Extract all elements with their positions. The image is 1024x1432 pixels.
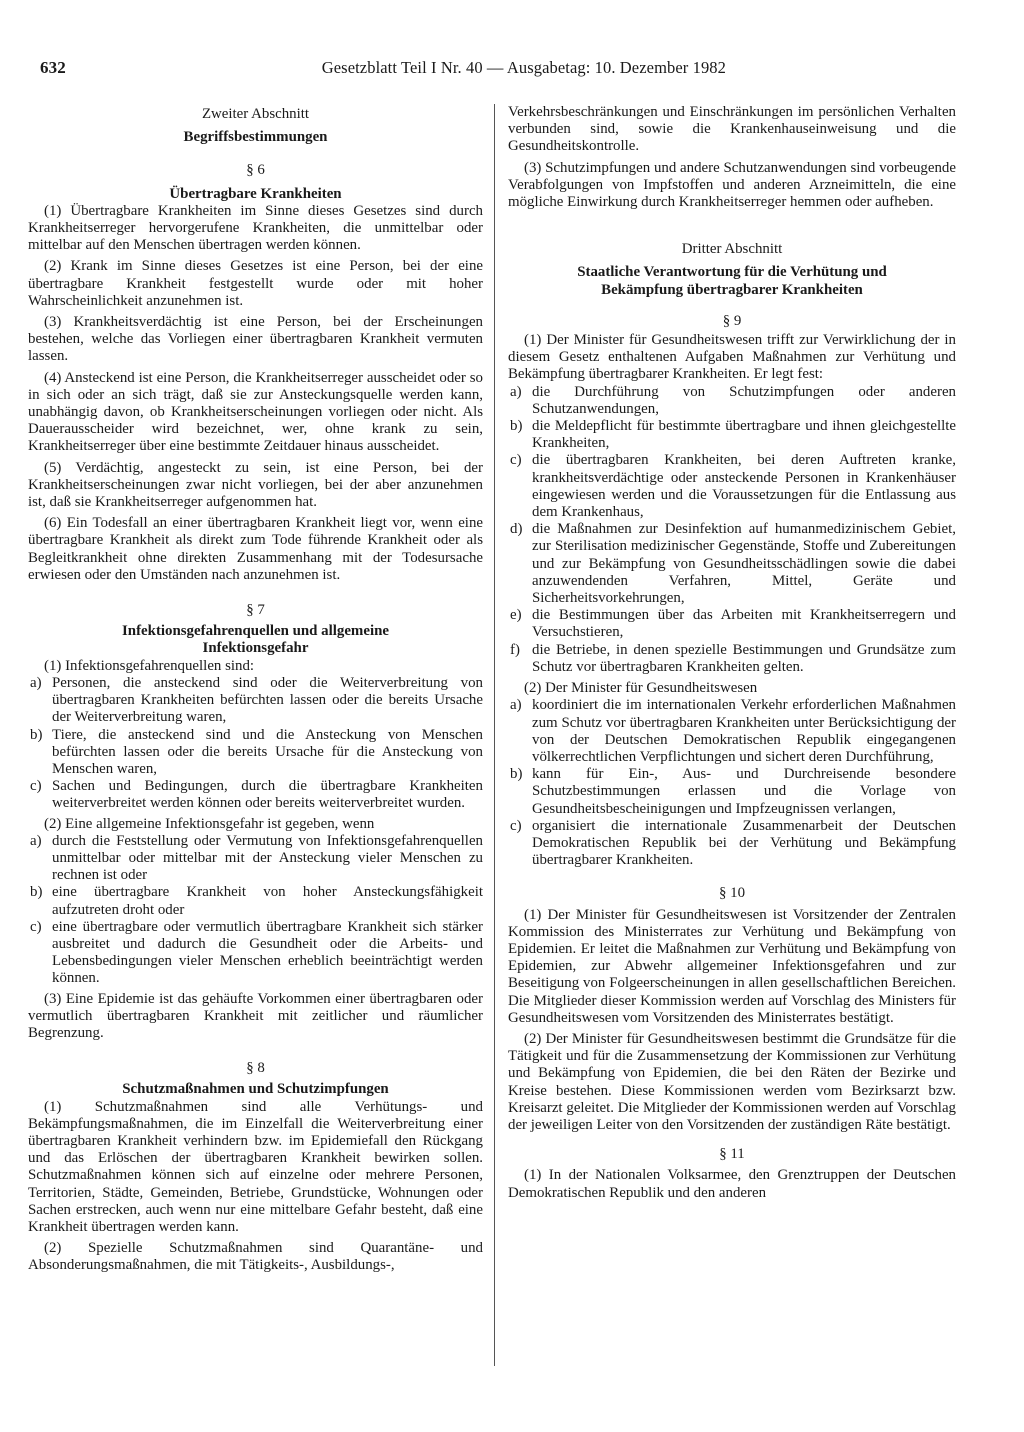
- left-column: [28, 104, 483, 1275]
- list-text: die übertragbaren Krankheiten, bei deren Auftreten kranke, krankheitsverdächtige oder ansteckende Personen in Krankenhäuser eingewiesen werden und die Voraussetzungen für die Entlassung aus dem Krankenhaus,: [532, 452, 956, 521]
- list-label: c): [510, 452, 522, 469]
- p9-subsection-1-intro: (1) Der Minister für Gesundheitswesen trifft zur Verwirklichung der in diesem Gesetz enthaltenen Aufgaben Maßnahmen zur Verhütung und Bekämpfung übertragbarer Krankheiten. Er legt fest:: [508, 332, 956, 383]
- list-label: c): [30, 778, 42, 795]
- list-item: [508, 384, 956, 418]
- section-title: Zweiter Abschnitt: [201, 106, 310, 122]
- p6-subsection-6: (6) Ein Todesfall an einer übertragbaren Krankheit liegt vor, wenn eine übertragbare Krankheit als direkt zum Tode führende Krankheit oder als Begleitkrankheit ohne direkten Zusammenhang mit der Todesursache erwiesen oder den Umständen nach anzunehmen ist.: [28, 515, 483, 583]
- p7-subsection-2-intro: (2) Eine allgemeine Infektionsgefahr ist gegeben, wenn: [44, 815, 375, 832]
- p6-subsection-3: (3) Krankheitsverdächtig ist eine Person, bei der Erscheinungen bestehen, welche das Vorliegen einer übertragbaren Krankheit vermuten lassen.: [28, 314, 483, 365]
- list-text: eine übertragbare Krankheit von hoher Ansteckungsfähigkeit aufzutreten droht oder: [52, 884, 483, 918]
- list-label: c): [510, 817, 522, 834]
- list-item: [28, 675, 483, 727]
- list-text: durch die Feststellung oder Vermutung von Infektionsgefahrenquellen unmittelbar oder mittelbar mit der Ansteckung vieler Menschen zu rechnen ist oder: [52, 832, 483, 884]
- page-header: [40, 58, 726, 82]
- list-item: [508, 607, 956, 641]
- list-text: kann für Ein-, Aus- und Durchreisende besondere Schutzbestimmungen erlassen und die Vorlage von Gesundheitsbescheinigungen und Impfzeugnissen verlangen,: [532, 766, 956, 817]
- p6-subsection-1: (1) Übertragbare Krankheiten im Sinne dieses Gesetzes sind durch Krankheitserreger hervorgerufene Krankheiten, die unmittelbar oder mittelbar auf den Menschen übertragen werden können.: [28, 202, 483, 254]
- list-item: [508, 818, 956, 870]
- list-item: [28, 884, 483, 918]
- section-title: Dritter Abschnitt: [681, 241, 783, 258]
- list-label: a): [510, 383, 522, 400]
- list-text: die Durchführung von Schutzimpfungen oder anderen Schutzanwendungen,: [532, 383, 956, 417]
- p7-subsection-1-intro: (1) Infektionsgefahrenquellen sind:: [44, 657, 255, 674]
- list-text: koordiniert die im internationalen Verkehr erforderlichen Maßnahmen zum Schutz vor übertragbaren Krankheiten unter Berücksichtigung der von der Deutschen Demokratischen Republik eingegangenen völkerrechtlichen Verpflichtungen und sichert deren Durchführung,: [532, 697, 956, 765]
- list-item: [508, 452, 956, 521]
- p6-subsection-5: (5) Verdächtig, angesteckt zu sein, ist eine Person, bei der Krankheitserscheinungen zwar nicht vorliegen, bei der aber anzunehmen ist, daß sie Krankheitserreger aufgenommen hat.: [28, 459, 483, 511]
- list-item: [28, 833, 483, 885]
- p10-subsection-2: (2) Der Minister für Gesundheitswesen bestimmt die Grundsätze für die Tätigkeit und für die Zusammensetzung der Kommissionen zur Verhütung und Bekämpfung von Epidemien, die bei den Räten der Bezirke und Kreise bestehen. Diese Kommissionen werden vom Bezirksarzt bzw. Kreisarzt geleitet. Die Mitglieder der Kommissionen werden auf Vorschlag der jeweiligen Leiter von den Vorsitzenden der zuständigen Räte bestätigt.: [508, 1030, 956, 1133]
- paragraph-title-6: Übertragbare Krankheiten: [169, 185, 342, 202]
- paragraph-number-6: § 6: [246, 162, 265, 179]
- right-column: [508, 104, 956, 1202]
- p8-subsection-1: (1) Schutzmaßnahmen sind alle Verhütungs- und Bekämpfungsmaßnahmen, die im Einzelfall die Weiterverbreitung einer übertragbaren Krankheit verhindern bzw. im Epidemiefall den Rückgang und das Erlöschen der übertragbaren Krankheit bewirken sollen. Schutzmaßnahmen können sich auf einzelne oder mehrere Personen, Territorien, Städte, Gemeinden, Betriebe, Grundstücke, Wohnungen oder Sachen erstrecken, auch wenn nur eine mittelbare Gefahr besteht, daß eine Krankheit übertragen werden kann.: [28, 1098, 483, 1235]
- list-item: [508, 766, 956, 818]
- list-text: die Maßnahmen zur Desinfektion auf humanmedizinischem Gebiet, zur Sterilisation medizinischer Gegenstände, Stoffe und Zubereitungen und zur Bekämpfung von Gesundheitsschädlingen sowie die dabei anzuwendenden Verfahren, Mittel, Geräte und Sicherheitsvorkehrungen,: [532, 521, 956, 607]
- running-head: Gesetzblatt Teil I Nr. 40 — Ausgabetag: 10. Dezember 1982: [321, 58, 726, 77]
- list-item: [508, 642, 956, 676]
- paragraph-title-8: Schutzmaßnahmen und Schutzimpfungen: [122, 1081, 389, 1098]
- section-subtitle: Staatliche Verantwortung für die Verhütung und Bekämpfung übertragbarer Krankheiten: [577, 264, 887, 298]
- list-item: [28, 727, 483, 779]
- list-label: b): [30, 884, 43, 901]
- paragraph-number-11: § 11: [719, 1146, 745, 1163]
- column-divider: [494, 104, 495, 1366]
- paragraph-number-9: § 9: [722, 312, 742, 329]
- list-text: die Bestimmungen über das Arbeiten mit Krankheitserregern und Versuchstieren,: [532, 607, 956, 641]
- p7-subsection-3: (3) Eine Epidemie ist das gehäufte Vorkommen einer übertragbaren oder vermutlich übertragbaren Krankheit mit zeitlicher und räumlicher Begrenzung.: [28, 990, 483, 1041]
- list-label: a): [30, 674, 42, 691]
- page-number: 632: [40, 58, 66, 77]
- p8-subsection-3: (3) Schutzimpfungen und andere Schutzanwendungen sind vorbeugende Verabfolgungen von Impfstoffen und anderen Arzneimitteln, die eine mögliche Einwirkung durch Krankheitserreger hemmen oder aufheben.: [508, 159, 956, 211]
- list-text: die Meldepflicht für bestimmte übertragbare und ihnen gleichgestellte Krankheiten,: [532, 418, 956, 452]
- section-subtitle: Begriffsbestimmungen: [183, 129, 328, 146]
- list-label: a): [30, 832, 42, 849]
- list-item: [28, 778, 483, 812]
- list-label: b): [510, 766, 523, 783]
- list-label: c): [30, 918, 42, 935]
- list-label: a): [510, 697, 522, 714]
- paragraph-number-10: § 10: [718, 885, 746, 902]
- p8-subsection-2-start: (2) Spezielle Schutzmaßnahmen sind Quarantäne- und Absonderungsmaßnahmen, die mit Tätigkeits-, Ausbildungs-,: [28, 1240, 483, 1274]
- p6-subsection-4: (4) Ansteckend ist eine Person, die Krankheitserreger ausscheidet oder so in sich oder an sich trägt, daß sie zur Ansteckungsquelle werden kann, unabhängig davon, ob Krankheitserscheinungen vorliegen oder nicht. Als Dauerausscheider wird bezeichnet, wer, ohne krank zu sein, Krankheitserreger über eine bestimmte Zeitdauer hinaus ausscheidet.: [28, 369, 483, 455]
- p10-subsection-1: (1) Der Minister für Gesundheitswesen ist Vorsitzender der Zentralen Kommission des Ministerrates zur Verhütung und Bekämpfung von Epidemien. Er leitet die Maßnahmen zur Verhütung und Bekämpfung von Epidemien, zur Abwehr allgemeiner Infektionsgefahren und zur Beseitigung von Folgeerscheinungen in allen gesellschaftlichen Bereichen. Die Mitglieder dieser Kommission werden auf Vorschlag des Ministers für Gesundheitswesen vom Vorsitzenden des Ministerrates bestätigt.: [508, 906, 956, 1026]
- list-label: b): [30, 726, 43, 743]
- p6-subsection-2: (2) Krank im Sinne dieses Gesetzes ist eine Person, bei der eine übertragbare Krankheit festgestellt wurde oder mit hoher Wahrscheinlichkeit anzunehmen ist.: [28, 258, 483, 309]
- paragraph-title-7: Infektionsgefahrenquellen und allgemeine Infektionsgefahr: [122, 623, 389, 657]
- list-label: b): [510, 418, 523, 435]
- p8-subsection-2-continued: Verkehrsbeschränkungen und Einschränkungen im persönlichen Verhalten verbunden sind, sowie die Krankenhauseinweisung und die Gesundheitskontrolle.: [508, 104, 956, 155]
- paragraph-number-7: § 7: [246, 602, 265, 619]
- list-item: [28, 919, 483, 988]
- paragraph-number-8: § 8: [246, 1060, 265, 1077]
- list-item: [508, 418, 956, 452]
- list-text: Personen, die ansteckend sind oder die Weiterverbreitung von übertragbaren Krankheiten befürchten lassen oder die bereits Ursache der Weiterverbreitung waren,: [52, 674, 483, 726]
- list-text: Tiere, die ansteckend sind und die Ansteckung von Menschen befürchten lassen oder die bereits Ursache für die Ansteckung von Menschen waren,: [52, 726, 483, 777]
- list-text: die Betriebe, in denen spezielle Bestimmungen und Grundsätze zum Schutz vor übertragbaren Krankheiten gelten.: [532, 641, 956, 675]
- list-text: organisiert die internationale Zusammenarbeit der Deutschen Demokratischen Republik bei der Verhütung und Bekämpfung übertragbarer Krankheiten.: [532, 817, 956, 869]
- list-item: [508, 521, 956, 607]
- list-label: e): [510, 607, 522, 624]
- list-item: [508, 697, 956, 766]
- list-label: d): [510, 521, 523, 538]
- list-label: f): [510, 641, 520, 658]
- list-text: eine übertragbare oder vermutlich übertragbare Krankheit sich stärker ausbreitet und dadurch die Gesundheit oder die Arbeits- und Lebensbedingungen vieler Menschen erheblich beeinträchtigt werden können.: [52, 918, 483, 987]
- list-text: Sachen und Bedingungen, durch die übertragbare Krankheiten weiterverbreitet werden können oder bereits weiterverbreitet wurden.: [52, 778, 483, 812]
- p9-subsection-2-intro: (2) Der Minister für Gesundheitswesen: [524, 680, 758, 697]
- p11-subsection-1-start: (1) In der Nationalen Volksarmee, den Grenztruppen der Deutschen Demokratischen Republik und den anderen: [508, 1167, 956, 1201]
